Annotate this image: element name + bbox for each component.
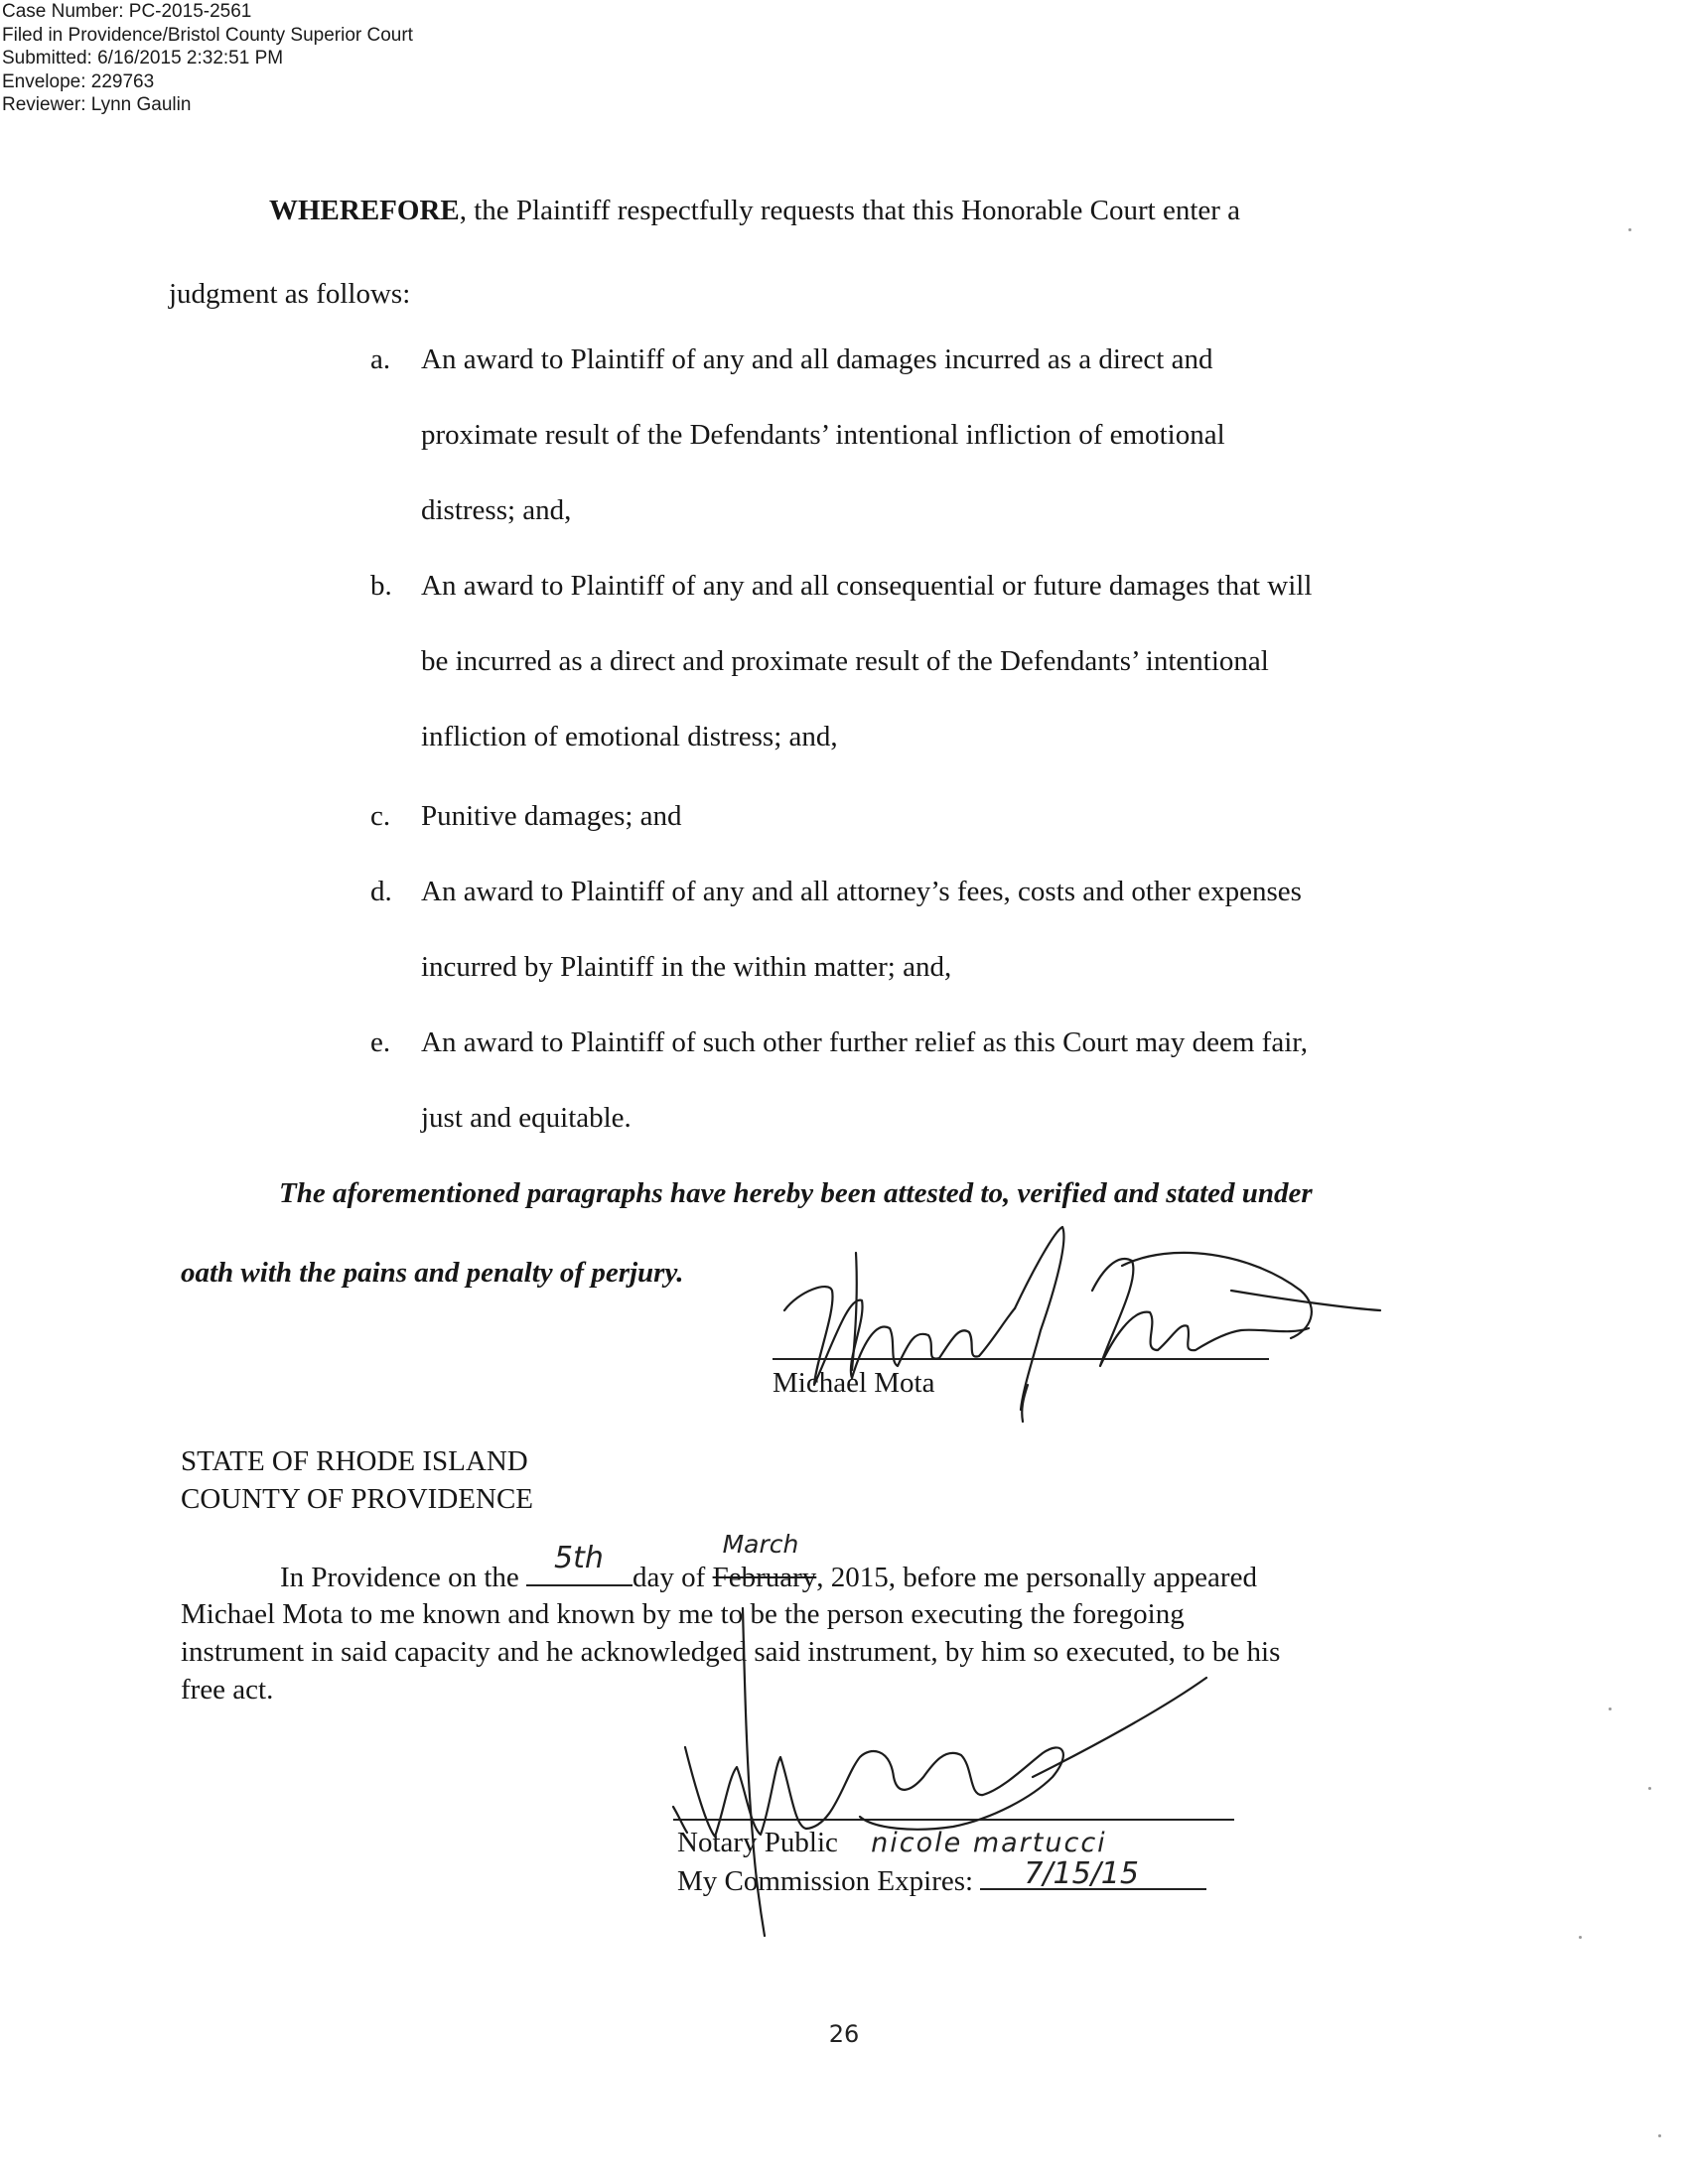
- venue-state: STATE OF RHODE ISLAND: [181, 1445, 528, 1477]
- acknowledgment-line-3: instrument in said capacity and he acknowledged said instrument, by him so executed, to be his: [181, 1636, 1281, 1668]
- commission-line: [677, 1856, 1206, 1898]
- signer-name: Michael Mota: [773, 1367, 935, 1399]
- handwritten-day: 5th: [554, 1541, 604, 1575]
- acknowledgment-line-4: free act.: [181, 1674, 274, 1706]
- list-marker: c.: [370, 800, 391, 832]
- list-item-line: incurred by Plaintiff in the within matter; and,: [421, 951, 952, 983]
- filing-stamp: [2, 0, 413, 117]
- scan-speck: [1579, 1936, 1582, 1939]
- attestation-line-1: The aforementioned paragraphs have hereby been attested to, verified and stated under: [279, 1177, 1313, 1209]
- submitted-timestamp: Submitted: 6/16/2015 2:32:51 PM: [2, 48, 284, 68]
- page-number: 26: [828, 2020, 860, 2048]
- list-item-line: be incurred as a direct and proximate result of the Defendants’ intentional: [421, 645, 1269, 677]
- scan-speck: [1648, 1787, 1651, 1790]
- handwritten-notary-name: nicole martucci: [871, 1828, 1107, 1858]
- scan-speck: [1609, 1707, 1612, 1710]
- list-item-line: just and equitable.: [421, 1102, 632, 1134]
- commission-label: My Commission Expires:: [677, 1865, 974, 1897]
- list-item-line: An award to Plaintiff of any and all attorney’s fees, costs and other expenses: [421, 876, 1302, 907]
- envelope-number: Envelope: 229763: [2, 70, 155, 92]
- prayer-intro-text: , the Plaintiff respectfully requests that this Honorable Court enter a: [459, 195, 1241, 226]
- handwritten-commission-date: 7/15/15: [1024, 1856, 1139, 1891]
- list-item-line: An award to Plaintiff of any and all damages incurred as a direct and: [421, 343, 1213, 375]
- case-number: Case Number: PC-2015-2561: [2, 1, 252, 22]
- list-item-line: An award to Plaintiff of any and all consequential or future damages that will: [421, 570, 1313, 602]
- court-name: Filed in Providence/Bristol County Superior Court: [2, 24, 413, 46]
- commission-date-blank: [980, 1856, 1206, 1891]
- struck-month: February: [712, 1562, 817, 1593]
- notary-title-line: [677, 1827, 1107, 1859]
- prayer-intro-line-2: judgment as follows:: [169, 278, 411, 310]
- venue-county: COUNTY OF PROVIDENCE: [181, 1483, 533, 1515]
- list-marker: a.: [370, 343, 391, 375]
- acknowledgment-part-3: , 2015, before me personally appeared: [816, 1562, 1257, 1593]
- list-item-line: An award to Plaintiff of such other further relief as this Court may deem fair,: [421, 1026, 1309, 1058]
- scan-speck: [1658, 2134, 1661, 2137]
- day-blank: [526, 1541, 633, 1586]
- signature-line: [773, 1358, 1269, 1360]
- reviewer-name: Reviewer: Lynn Gaulin: [2, 94, 192, 115]
- acknowledgment-part-2: day of: [633, 1562, 706, 1593]
- acknowledgment-line-2: Michael Mota to me known and known by me to be the person executing the foregoing: [181, 1598, 1185, 1630]
- attestation-line-2: oath with the pains and penalty of perjury.: [181, 1257, 684, 1289]
- handwritten-month: March: [722, 1530, 799, 1559]
- acknowledgment-part-1: In Providence on the: [280, 1562, 519, 1593]
- notary-signature-line: [673, 1819, 1234, 1821]
- list-item-line: proximate result of the Defendants’ intentional infliction of emotional: [421, 419, 1225, 451]
- list-marker: e.: [370, 1026, 391, 1058]
- list-item-line: Punitive damages; and: [421, 800, 682, 832]
- notary-title: Notary Public: [677, 1827, 838, 1858]
- wherefore-heading: WHEREFORE: [269, 195, 460, 226]
- list-item-line: distress; and,: [421, 494, 572, 526]
- scan-speck: [1628, 228, 1631, 231]
- list-item-line: infliction of emotional distress; and,: [421, 721, 838, 752]
- prayer-intro-line: [269, 195, 1240, 227]
- acknowledgment-line-1: [280, 1530, 1257, 1594]
- list-marker: d.: [370, 876, 392, 907]
- list-marker: b.: [370, 570, 392, 602]
